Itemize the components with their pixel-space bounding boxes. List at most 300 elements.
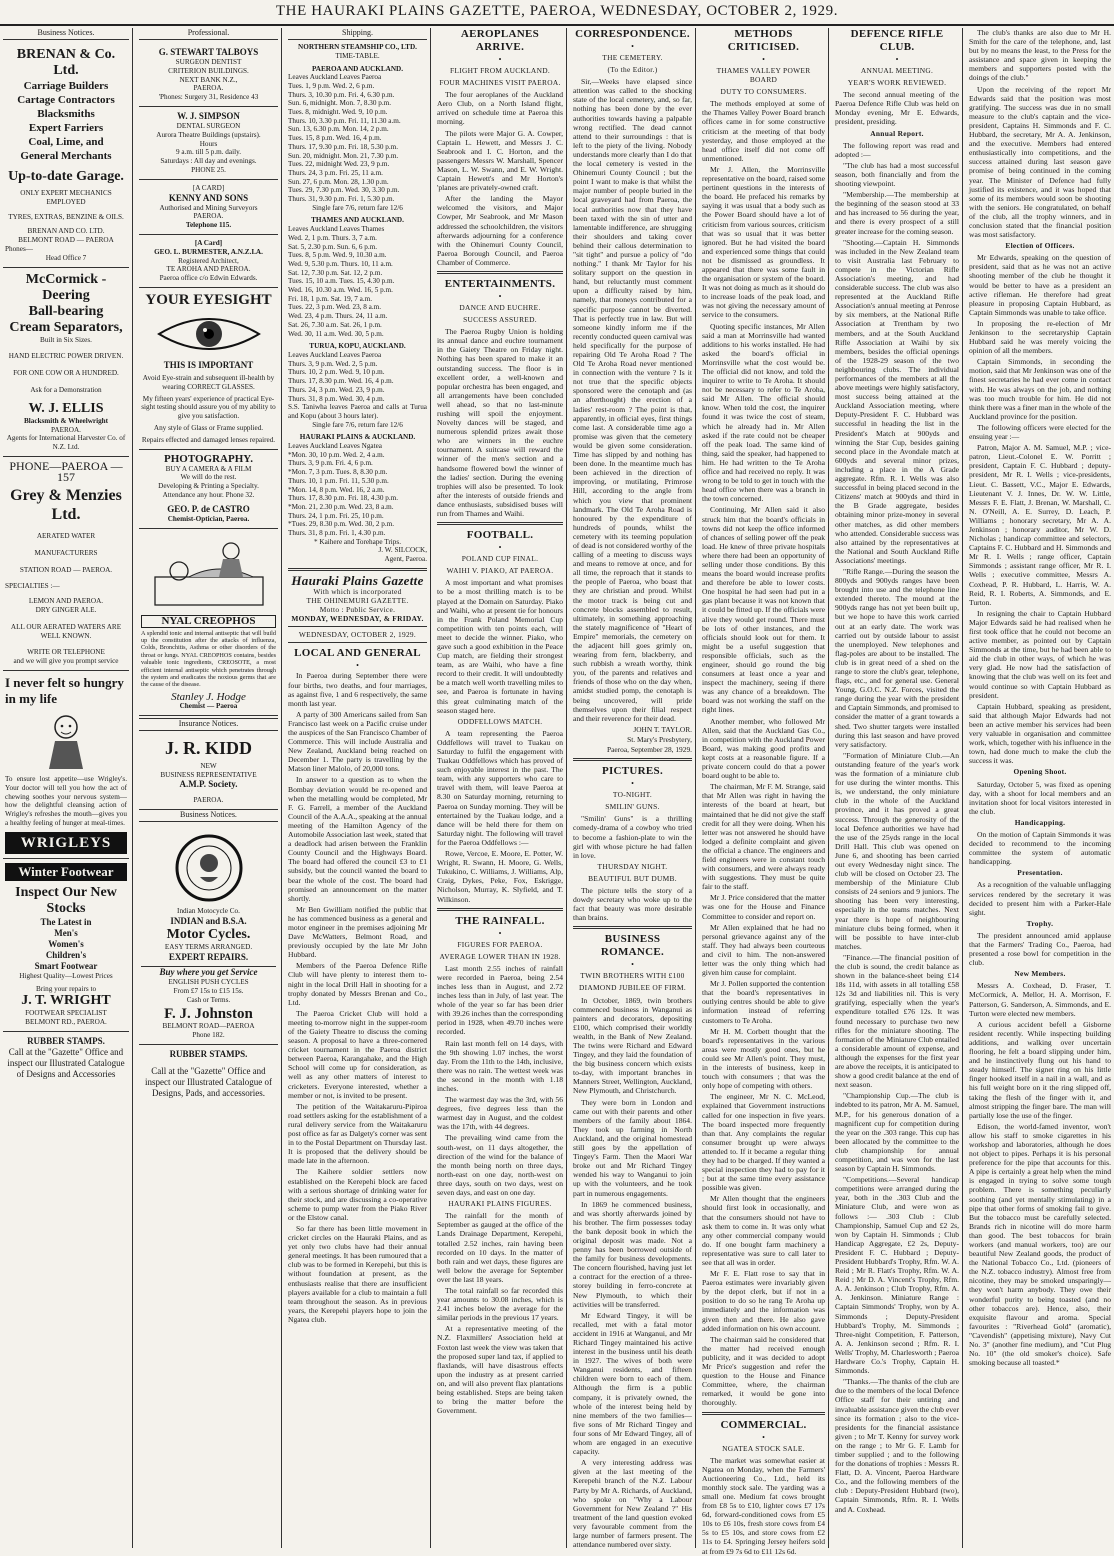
ad-phone: PHONE—PAEROA —157: [9, 459, 123, 485]
gazette-line: With which is incorporated: [313, 586, 402, 596]
route-title: THAMES AND AUCKLAND.: [311, 216, 404, 225]
shipping-timetable: [288, 43, 427, 564]
article-body: [437, 1211, 563, 1415]
ad-wright-footwear: [3, 859, 129, 1032]
ad-line: HAND ELECTRIC POWER DRIVEN.: [8, 352, 124, 361]
ad-line: STATION ROAD — PAEROA.: [19, 565, 113, 574]
ad-line: Blacksmiths: [37, 108, 95, 121]
ad-line: PHONE 25.: [191, 166, 226, 175]
paragraph: In 1869 he commenced business, and was shortly afterwards joined by his brother. The firm possesses today the bank deposit book in which the original deposit was made. Not a penny has been borrowed outside of the family for business developments. The concern flourished, having just let a contract for the erection of a three-storey building in ferro-concrete at New Plymouth, to which their activities will be transferred.: [573, 1199, 692, 1309]
paragraph: Saturday, October 5, was fixed as opening day, with a shoot for local members and an invitation shoot for local visitors interested in the club.: [969, 779, 1111, 816]
paragraph: Quoting specific instances, Mr Allen said a man at Morrinsville had wanted additions to his works installed. He had asked the board's official in Morrinsville what the cost would be. The official did not know, and told the inquirer to write to Te Aroha. It should not be necessary to refer to Te Aroha, said Mr Allen. The official should know. When told the cost, the inquirer found it was twice the cost of steam, which he already had in. Mr Allen asked if the rate could not be cheaper off the peak load. The same kind of thing, said the speaker, had happened to him. He had written to the Te Aroha office and had received no reply. It was wrong to be told to get in touch with the head office when there was a branch in the town concerned.: [702, 321, 825, 504]
ad-line: Cash or Terms.: [186, 995, 231, 1004]
route-head: Leaves Auckland Leaves Paeroa: [288, 73, 382, 82]
route-rows: [288, 234, 427, 338]
timetable-row: Tues. 15, 8 p.m. Wed. 16, 4 p.m.: [288, 134, 382, 143]
eye-icon: [154, 312, 264, 356]
ad-text: Avoid Eye-strain and subsequent ill-health by wearing CORRECT GLASSES.: [142, 374, 275, 391]
ad-line: BUY A CAMERA & A FILM: [165, 464, 252, 473]
column-7: DEFENCE RIFLE CLUB. • ANNUAL MEETING. YEAR'S WORK REVIEWED. The second annual meeting of the Paeroa Defence Rifle Club was held on Monday evening, Mr E. Edwards, president, presiding. Annual Report. The following report was read and adopted :— "The club has had a most successful season, both financially and from the shooting viewpoint. "Membership.—The membership at the beginning of the season stood at 33 and has increased to 56 during the year, and there is every prospect of a still greater increase for the coming season. "Shooting.—Captain H. Simmonds was included in the New Zealand team to visit Australia last February to compete in the Victorian Rifle Association's meeting, and had considerable success. The club was also represented at the Auckland Rifle Association's annual meeting at Penrose by six members, at the National Rifle Association at Trentham by two members, and at the South Auckland Rifle Association at Waihi by six members, besides the official openings of the 1928-29 season of the two neighbouring clubs. The individual performances of the members at all the above meetings were highly satisfactory, most success being attained at the Auckland Association meeting, where Deputy-President F. C. Hubbard was successful in heading the list in the President's Match at 900yds and winning the Star Cup, besides gaining second place in the Avondale match at 600yds and several minor prizes, including a place in the A Grade aggregate. Rfm. R. I. Wells was also successful in being placed second in the Citizens' match at 900yds and third in the B Grade aggregate, besides obtaining minor prize-money in several other matches, as did other members who attended. Considerable success was also attained by the representatives at the National and South Auckland Rifle Associations' meetings. "Rifle Range.—During the season the 800yds and 900yds ranges have been brought into use and the telephone line extended thereto. The mound at the 900yds range has not yet been built up, but we hope to have this work carried out at an early date. The work was carried out by outside labour to assist the unemployed. New telephones and flag-poles are about to be installed. The club is in great need of a shed on the range to store the club's gear, telephone, flags, etc., and for general use. General Young, G.O.C. N.Z. Forces, visited the range during the year with the president and Captain Simmonds, and promised to consider the matter of a grant towards a shed. Two shutter targets were installed during this last season and have proved very satisfactory. "Formation of Miniature Club.—An outstanding feature of the year's work was the formation of a miniature club for use during the winter months. This is, we understand, the only miniature club in the whole of the Auckland province, and it has proved a great success. Through the generosity of the local Defence authorities we have had the use of the 25yds range in the local Drill Hall. This club was opened on June 6, and shooting has been carried out every Wednesday night since. The club will be closed on October 23. The membership of the Miniature Club consists of 24 seniors and 9 juniors. The shooting has been very interesting, especially in the teams matches. Next year there is hope of neighbouring miniature clubs being formed, when it will be possible to have inter-club matches. "Finance.—The financial position of the club is sound, the credit balance as shown in the balance-sheet being £14 18s 11d, with assets in all totalling £58 12s 3d and liabilities nil. This is very gratifying, especially when the year's expenditure totalled £76 12s. It was found necessary to purchase two new rifles for the miniature shooting. The formation of the Miniature Club entailed a considerable amount of expense, and although the expenses for the first year are above the receipts, it is anticipated to show a good credit balance at the end of next season. "Championship Cup.—The club is indebted to its patron, Mr A. M. Samuel, M.P., for his generous donation of a magnificent cup for competition during the year on the .303 range. This cup has been allocated by the committee to the club championship for annual competition, and was won for the last season by Captain H. Simmonds. "Competitions.—Several handicap competitions were arranged during the year, both in the .303 Club and the Miniature Club, and were won as follows :— .303 Club : Club Championship, Samuel Cup and £2 2s, won by Captain H. Simmonds ; Club Handicap Aggregate, £2 2s, Deputy-President F. C. Hubbard ; Deputy-President Hubbard's Trophy, Rfm. W. A. Reid ; Mr R. Flatt's Trophy, Rfm. W. A. Reid ; Mr D. A. Vincent's Trophy, Rfm. A. A. Jenkinson ; Club Trophy, Rfm. A. A. Jenkinson. Miniature Range : Captain Simmonds' Trophy, won by A. Simmonds ; Deputy-President Hubbard's Trophy, M. Simmonds ; Three-night Competition, F. Patterson, A. A. Jenkinson second ; Rfm. R. I. Wells' Trophy, M. Charlesworth ; Paeroa Hardware Co.'s Trophy, Captain H. Simmonds. "Thanks.—The thanks of the club are due to the members of the local Defence Office staff for their untiring and invaluable assistance given the club ever since its formation ; also to the vice-presidents for the financial assistance given ; to Mr T. Kenny for survey work on the range ; to Mr G. F. Lamb for timber supplied ; and to the following for the donations of trophies : Messrs R. Flatt, D. A. Vincent, Paeroa Hardware Co., and the following members of the club : Deputy-President Hubbard (two), Captain Simmonds, Rfm. R. I. Wells and A. Coxhead.: [832, 28, 963, 1548]
timetable-row: Tues. 22, 3 p.m. Wed. 23, 8 a.m.: [288, 303, 382, 312]
ad-line: Chemist — Paeroa: [179, 701, 238, 710]
paragraph: "Formation of Miniature Club.—An outstanding feature of the year's work was the formation of a miniature club for use during the winter months. This is, we understand, the only miniature club in the whole of the Auckland province, and it has proved a great success. Through the generosity of the local Defence authorities we have had the use of the 25yds range in the local Drill Hall. This club was opened on June 6, and shooting has been carried out every Wednesday night since. The club will be closed on October 23. The membership of the Miniature Club consists of 24 seniors and 9 juniors. The shooting has been very interesting, especially in the teams matches. Next year there is hope of neighbouring miniature clubs being formed, when it will be possible to have inter-club matches.: [835, 750, 959, 951]
paragraph: "Shooting.—Captain H. Simmonds was included in the New Zealand team to visit Australia last February to compete in the Victorian Rifle Association's meeting, and had considerable success. The club was also represented at the Auckland Rifle Association's annual meeting at Penrose by six members, at the National Rifle Association at Trentham by two members, and at the South Auckland Rifle Association at Waihi by six members, besides the official openings of the 1928-29 season of the two neighbouring clubs. The individual performances of the members at all the above meetings were highly satisfactory, most success being attained at the Auckland Association meeting, where Deputy-President F. C. Hubbard was successful in heading the list in the President's Match at 900yds and winning the Star Cup, besides gaining second place in the Avondale match at 600yds and several minor prizes, including a place in the A Grade aggregate. Rfm. R. I. Wells was also successful in being placed second in the Citizens' match at 900yds and third in the B Grade aggregate, besides obtaining minor prize-money in several other matches, as did other members who attended. Considerable success was also attained by the representatives at the National and South Auckland Rifle Associations' meetings.: [835, 237, 959, 565]
paragraph: Mr J. Pollen supported the contention that the board's representatives in outlying centres should be able to give information instead of referring customers to Te Aroha.: [702, 979, 825, 1025]
timetable-row: Wed. 9, 5.30 p.m. Thurs. 10, 11 a.m.: [288, 259, 393, 268]
article-subhead: AVERAGE LOWER THAN IN 1928.: [439, 951, 561, 961]
ad-line: BELMONT ROAD — PAEROA: [18, 236, 114, 245]
ad-line: NEXT BANK N.Z.,: [179, 75, 238, 84]
paragraph: Captain Hubbard, speaking as president, said that although Major Edwards had not been an active member his services had been very valuable in organisation and committee work, which, together with his influence in the town, had done much to make the club the success it was.: [969, 701, 1111, 766]
article-headline: ENTERTAINMENTS.: [444, 277, 556, 290]
ad-brand: WRIGLEYS: [5, 832, 127, 854]
gazette-line: Motto : Public Service.: [319, 605, 396, 615]
ad-card: [A CARD]: [192, 183, 225, 192]
article-headline: THE RAINFALL.: [455, 914, 545, 927]
article-headline: DEFENCE RIFLE CLUB.: [850, 28, 944, 53]
ad-line: EASY TERMS ARRANGED.: [164, 943, 253, 952]
ad-rubber-stamps: [3, 1032, 129, 1084]
ad-title: GEO. L. BURMESTER, A.N.Z.I.A.: [154, 247, 263, 256]
article-body: [573, 996, 692, 1550]
article-subhead: DIAMOND JUBILEE OF FIRM.: [579, 983, 686, 993]
route-rows: [288, 82, 427, 204]
article-subhead: FLIGHT FROM AUCKLAND.: [450, 66, 550, 75]
paragraph: Continuing, Mr Allen said it also struck him that the board's officials in towns did not keep the office informed of chances of selling power off the peak load. He knew of three private hospitals where there had been an opportunity of selling under those conditions. By this means the board would increase profits and therefore be able to lower costs. One hospital he had seen had put in a gas plant because it was not known that it could be fitted up. If the officials were alive they would get round. There must be lots of other instances, and the officials should look out for them. It might be a useful suggestion that responsible officials, such as the engineer, should go round the big consumers at least once a year and inspect the machinery, seeing if there was any chance of a breakdown. The board was not working the staff on the right lines.: [702, 505, 825, 715]
article-subhead: YEAR'S WORK REVIEWED.: [847, 78, 947, 88]
article-subhead: POLAND CUP FINAL.: [461, 554, 539, 564]
article-body: [702, 99, 825, 1407]
article-subhead: ODDFELLOWS MATCH.: [457, 716, 543, 726]
article-subhead: SUCCESS ASSURED.: [463, 315, 537, 325]
paragraph: On the motion of Captain Simmonds it was decided to recommend to the incoming committee the system of automatic handicapping.: [969, 829, 1111, 867]
paragraph: The Paeroa Rugby Union is holding its annual dance and euchre tournament in the Gaiety Theatre on Friday night. Nothing has been spared to make it an outstanding success. The floor is in excellent order, a well-known and popular orchestra has been engaged, and all arrangements have been concluded well ahead, so that no last-minute rushing will spoil the enjoyment. Novelty dances will be staged, and numerous splendid prizes await those who are winners in the euchre tournament. A suitcase will reward the winner of the men's section and a handsome flowered bowl the winner of the ladies' section. During the evening trophies will also be presented. To look after the interests of outside friends and dance enthusiasts, subsidised buses will run from Thames and Waihi.: [437, 327, 563, 519]
ad-line: We will do the rest.: [180, 473, 237, 482]
paragraph: The following officers were elected for the ensuing year :—: [969, 422, 1111, 442]
ad-line: Women's: [48, 938, 84, 949]
paragraph: A party of 300 Americans sailed from San Francisco last week on a Pacific cruise under the auspices of the San Francisco Chamber of Commerce. This will include Australia and New Zealand, Auckland being reached on December 1. The party is travelling by the Matson liner Malolo, of 20,000 tons.: [288, 709, 427, 774]
timetable-row: *Mon. 30, 10 p.m. Wed. 2, 4 a.m.: [288, 450, 385, 459]
paragraph: The four aeroplanes of the Auckland Aero Club, on a North Island flight, arrived on schedule time at Paeroa this morning.: [437, 90, 563, 127]
article-subhead: Handicapping.: [1014, 817, 1066, 827]
timetable-row: Thurs. 31, 9.30 p.m. Fri. 1, 5.30 p.m.: [288, 195, 395, 204]
ad-simpson: [139, 107, 278, 180]
timetable-row: Sun. 20, midnight. Mon. 21, 7.30 p.m.: [288, 151, 399, 160]
article-subhead: FIGURES FOR PAEROA.: [457, 939, 543, 949]
timetable-row: Tues. 8, 5 p.m. Wed. 9, 10.30 a.m.: [288, 251, 387, 260]
paragraph: Mr Edward Tingey, it will be recalled, met with a fatal motor accident in 1916 at Wanganui, and Mr Richard Tingey maintained his active interest in the business until his death in 1927. The wives of both were Wanganui residents, and fifteen children were born to each of them. Although the firm is a public company, it is privately owned, the whole of the interest being held by nine members of the two families—five sons of Mr Richard Tingey and four sons of Mr Edward Tingey, all of whom are engaged in an executive capacity.: [573, 1310, 692, 1457]
ad-line: Cartage Contractors: [17, 94, 115, 107]
paragraph: A team representing the Paeroa Oddfellows will travel to Tuakau on Saturday to fulfil the engagement with Tuakau Oddfellows which has proved of such enjoyable interest in the past. The team, with any supporters who care to travel with them, will leave Paeroa at 8.30 on Saturday morning, returning to Paeroa on Sunday morning. They will be entertained by the Tuakau lodge, and a dance will be held there for them on Saturday night. The following will travel for the Paeroa Oddfellows :—: [437, 728, 563, 847]
column-header: Insurance Notices.: [139, 718, 278, 731]
ad-wrigleys: [3, 671, 129, 859]
ad-grey-menzies: [3, 457, 129, 671]
ad-line: Coal, Lime, and: [28, 136, 104, 149]
timetable-row: Thurs. 24, 3 p.m. Fri. 25, 11 a.m.: [288, 168, 383, 177]
route-note: S.S. Taniwha leaves Paeroa and calls at Turua and Kopu (about 3 hours later).: [288, 403, 427, 420]
article-headline: AEROPLANES ARRIVE.: [460, 28, 540, 53]
column-professional: [136, 28, 282, 1548]
ad-text: A splendid tonic and internal antiseptic that will build up the constitution after the attacks of influenza, Colds, Bronchitis, Asthma or other disorders of the throat or lungs. NYAL CREOPHOS contains, besides valuable tonic ingredients, CREOSOTE, a most efficient internal antiseptic which penetrates through the system and eradicates the noxious germs that are the cause of the disease.: [141, 629, 276, 689]
paragraph: Captain Simmonds, in seconding the motion, said that Mr Jenkinson was one of the finest secretaries he had ever come in contact with. He was always on the job, and nothing was too much trouble for him. He did not think there was a finer man in the whole of the Auckland province for the position.: [969, 357, 1111, 421]
article-subhead: BEAUTIFUL BUT DUMB.: [588, 873, 677, 883]
article-body: [437, 729, 563, 904]
ad-rubber-stamps: [139, 1045, 278, 1103]
ad-line: INDIAN and B.S.A.: [170, 916, 247, 927]
ad-eyesight: [139, 288, 278, 450]
ad-line: SPECIALTIES :—: [5, 582, 60, 591]
paragraph: "Membership.—The membership at the beginning of the season stood at 33 and has increased to 56 during the year, and there is every prospect of a still greater increase for the coming season.: [835, 190, 959, 236]
ad-kidd: [139, 734, 278, 810]
ad-line: Attendance any hour. Phone 32.: [162, 491, 255, 499]
timetable-row: Sun. 13, 6.30 p.m. Mon. 14, 2 p.m.: [288, 125, 389, 134]
ad-title: Winter Footwear: [5, 863, 127, 881]
ad-line: Aurora Theatre Buildings (upstairs).: [156, 130, 261, 139]
ad-line: NEW: [200, 761, 217, 770]
timetable-row: Wed. 30, 11 a.m. Wed. 30, 5 p.m.: [288, 329, 384, 338]
ad-title: Buy where you get Service: [141, 966, 276, 978]
ad-line: Hours: [199, 139, 218, 148]
ad-line: BELMONT ROAD—PAEROA: [162, 1022, 255, 1031]
paragraph: The following report was read and adopted :—: [835, 140, 959, 159]
ad-title: J. R. KIDD: [164, 737, 252, 758]
ad-line: Cream Separators,: [9, 319, 123, 335]
article-headline: PICTURES.: [601, 765, 664, 778]
ad-line: Paeroa office c/o Edwin Edwards.: [159, 274, 258, 283]
article-subhead: WAIHI V. PIAKO, AT PAEROA.: [446, 566, 554, 576]
chemist-signature: Stanley J. Hodge: [171, 690, 246, 703]
column-5: CORRESPONDENCE. • THE CEMETERY. (To the Editor.) Sir,—Weeks have elapsed since attention was called to the shocking state of the local cemetery, and, so far, nothing has been done by the ever authorities towards having a palpable wrong rectified. The dead cannot attend to their surroundings : that is left to the piety of the living. Nobody understands more clearly than I do that the local cemetery is vested in the Ohinemuri County Council ; but the point I want to make is that whilst the major number of people buried in the local graveyard had from Paeroa, the local authorities now that they have been taxed with the sin of utter and lamentable indifference, are shrugging their shoulders and taking cover behind their callous determination to "sit tight" and pursue a policy of "do nothing." I thank Mr Taylor for his solitary support on the question in hand, but reluctantly must comment upon a difficulty raised by him, namely, that moneys contributed for a specific purpose cannot be diverted. That is perfectly true in law. But will someone kindly inform me if the recently conducted queen carnival was held specifically for the purpose of repairing Old Te Aroha Road ? The Old Te Aroha Road never mentioned in connection with the venture ? Is it not true that the specific objects sponsored were the cenotaph and (as an afterthought) the erection of a ladies' rest-room ? The point is that, apparently, in official eyes, first things come last. A considerable time ago a promise was given that the cemetery would be given some consideration. Time has slipped by and nothing has been done. In the meantime much has been achieved in the direction of improving, or mutilating, Primrose Hill, according to the angle from which you view that prominent landmark. The Old Te Aroha Road is honoured by the expenditure of hundreds of pounds, whilst the cemetery with its teeming population of dead is not considered worthy of the calling of a meeting to discuss ways and means to remove at once, and for all time, the reproach that it stands to the people of Paeroa, who boast that they are christian and proud. Whilst the motor track is being cut and concrete blocks assembled to result, ultimately, in something approaching the stately magnificence of "Heart of Empire" memorials, the cemetery on the adjacent hill goes grimly on, wearing from fern, blackberry, and such rubbish a wreath worthy, think you, of the parents and relatives and friends of those who on the day when, amidst studied pomp, the cenotaph is being uncovered, will pride themselves upon their filial respect and their reverence for their dead. JOHN T. TAYLOR. St. Mary's Presbytery, Paeroa, September 28, 1929. PICTURES. • TO-NIGHT. SMILIN' GUNS. "Smilin' Guns" is a thrilling comedy-drama of a cowboy who tried to become a fashion-plate to win the girl with whose picture he had fallen in love. THURSDAY NIGHT. BEAUTIFUL BUT DUMB. The picture tells the story of a dowdy secretary who woke up to the fact that beauty was more desirable than brains. BUSINESS ROMANCE. • TWIN BROTHERS WITH £100 DIAMOND JUBILEE OF FIRM. In October, 1869, twin brothers commenced business in Wanganui as painters and decorators, depositing £100, which comprised their worldly wealth, in the Bank of New Zealand. The twins were Richard and Edward Tingey, and they laid the foundation of the big business concern which exists to-day, with important branches in Manners Street, Wellington, Auckland, New Plymouth, and Christchurch. They were born in London and came out with their parents and other members of the family about 1864. They took up farming in North Auckland, and the original homestead still goes by the appellation of Tingey's Farm. Then the Maori War broke out and Mr Richard Tingey wended his way to Wanganui to join up with the volunteers, and he took part in numerous engagements. In 1869 he commenced business, and was shortly afterwards joined by his brother. The firm possesses today the bank deposit book in which the original deposit was made. Not a penny has been borrowed outside of the family for business developments. The concern flourished, having just let a contract for the erection of a three-storey building in ferro-concrete at New Plymouth, to which their activities will be transferred. Mr Edward Tingey, it will be recalled, met with a fatal motor accident in 1916 at Wanganui, and Mr Richard Tingey maintained his active interest in the business until his death in 1927. The wives of both were Wanganui residents, and fifteen children were born to each of them. Although the firm is a public company, it is privately owned, the whole of the interest being held by nine members of the two families—five sons of Mr Richard Tingey and four sons of Mr Edward Tingey, all of whom are engaged in an executive capacity. A very interesting address was given at the last meeting of the Kerepehi branch of the N.Z. Labour Party by Mr A. Richards, of Auckland, who spoke on "Why a Labour Government for New Zealand ?" His treatment of the land question evoked very favourable comment from the large number of farmers present. The attendance numbered over sixty.: [570, 28, 696, 1548]
ad-line: CRITERION BUILDINGS.: [168, 66, 249, 75]
article-body: [969, 28, 1111, 239]
ad-line: PAEROA.: [193, 84, 224, 93]
ad-text: My fifteen years' experience of practical Eye-sight testing should assure you of my ability to give you satisfaction.: [141, 394, 276, 421]
article-body: [969, 931, 1111, 967]
ad-line: Blacksmith & Wheelwright: [23, 416, 109, 425]
ad-line: 'Phones: Surgery 31, Residence 43: [158, 93, 259, 102]
timetable-row: Sat. 5, 2.30 p.m. Sun. 6, 6 p.m.: [288, 242, 378, 251]
article-body: [835, 90, 959, 126]
paragraph: "Thanks.—The thanks of the club are due to the members of the local Defence Office staff for their untiring and invaluable assistance given the club ever since its formation ; also to the vice-presidents for the financial assistance given ; to Mr T. Kenny for survey work on the range ; to Mr G. F. Lamb for timber supplied ; and to the following for the donations of trophies : Messrs R. Flatt, D. A. Vincent, Paeroa Hardware Co., and the following members of the club : Deputy-President Hubbard (two), Captain Simmonds, Rfm. R. I. Wells and A. Coxhead.: [835, 1377, 959, 1514]
timetable-row: Thurs. 31, 8 p.m. Wed. 30, 4 p.m.: [288, 394, 385, 403]
ad-line: Developing & Printing a Specialty.: [158, 482, 259, 491]
timetable-row: Tues. 8, midnight. Wed. 9, 10 p.m.: [288, 108, 388, 117]
paragraph: Rain last month fell on 14 days, with the 9th showing 1.07 inches, the worst day. From the 11th to the 14th, inclusive, there was no rain. The wettest week was the second in the month with 1.18 inches.: [437, 1038, 563, 1093]
ad-line: Registered Architect,: [178, 256, 239, 265]
timetable-row: Sat. 26, 7.30 a.m. Sat. 26, 1 p.m.: [288, 320, 382, 329]
paragraph: Another member, who followed Mr Allen, said that the Auckland Gas Co., in competition with the Auckland Power Board, was making good profits and kept costs at a reasonable figure. If a private concern could do that a power board ought to be able to.: [702, 716, 825, 781]
ad-line: Chemist-Optician, Paeroa.: [167, 514, 250, 523]
ad-title: GEO. P. de CASTRO: [167, 503, 250, 514]
paragraph: The warmest day was the 3rd, with 56 degrees, five degrees less than the warmest day in August, and the coldest was the 17th, with 44 degrees.: [437, 1095, 563, 1132]
letter-signature: St. Mary's Presbytery,: [627, 734, 692, 744]
article-body: [437, 964, 563, 1197]
article-subhead: THE CEMETERY.: [602, 53, 663, 62]
gazette-title: Hauraki Plains Gazette: [291, 572, 424, 588]
article-subhead: SMILIN' GUNS.: [605, 802, 660, 812]
paragraph: The pilots were Major G. A. Cowper, Captain L. Hewett, and Messrs J. C. Seabrook and I. C. Horton, and the passengers Messrs W. Marshall, Spencer Mason, L. W. Swann, and E. W. Wright. Captain Hewett's and Mr Horton's 'planes are privately-owned craft.: [437, 128, 563, 193]
article-body: [573, 814, 692, 859]
paragraph: Mr Allen thought that the engineers should first look in occasionally, and that the consumers should not have to ask them to come in. It was only what any other commercial company would do. If one bought farm machinery a representative was sure to call later to see that all was in order.: [702, 1194, 825, 1267]
ad-title: YOUR EYESIGHT: [145, 292, 272, 309]
paragraph: A curious accident befell a Gisborne resident recently. While inspecting building additions, and walking over uncertain flooring, he felt a board slipping under him, and he instinctively flung out his hand to steady himself. The signet ring on his little finger hooked itself in a nail in a wall, and as his full weight bore on it the ring slipped off, taking the flesh of the finger with it, and almost stripping the finger bare. The man will partially lose the use of the finger.: [969, 1019, 1111, 1120]
ad-line: TYRES, EXTRAS, BENZINE & OILS.: [8, 212, 124, 221]
timetable-row: Thurs. 24, 3 p.m. Wed. 23, 9 p.m.: [288, 385, 385, 394]
paragraph: "Smilin' Guns" is a thrilling comedy-drama of a cowboy who tried to become a fashion-plate to win the girl with whose picture he had fallen in love.: [573, 814, 692, 860]
paragraph: The club's thanks are also due to Mr H. Smith for the care of the telephone, and, last but by no means the least, to the Press for the assistance and space given in keeping the members and supporters posted with the doings of the club.": [969, 28, 1111, 83]
paragraph: The petition of the Waitakaruru-Pipiroa road settlers asking for the establishment of a rural delivery service from the Waitakaruru post office as far as Dalgety's corner was sent in to the Postal Department on Thursday last. It is proposed that the delivery should be made late in the afternoon.: [288, 1101, 427, 1166]
column-business-notices: [0, 28, 133, 1548]
ad-title: F. J. Johnston: [164, 1006, 253, 1023]
ad-line: EXPERT REPAIRS.: [168, 951, 249, 962]
article-subhead: TO-NIGHT.: [612, 790, 653, 800]
ad-line: A.M.P. Society.: [179, 779, 238, 790]
timetable-row: Thurs. 10, 3.30 p.m. Fri. 11, 11.30 a.m.: [288, 116, 401, 125]
article-subhead: DUTY TO CONSUMERS.: [720, 87, 807, 97]
article-body: [969, 880, 1111, 916]
ad-line: Built in Six Sizes.: [40, 335, 92, 344]
paragraph: The president announced amid applause that the Farmers' Trading Co., Paeroa, had presented a rose bowl for competition in the club.: [969, 930, 1111, 968]
timetable-company: NORTHERN STEAMSHIP CO., LTD.: [298, 43, 417, 52]
ad-line: PAEROA.: [193, 796, 224, 805]
paragraph: The total rainfall so far recorded this year amounts to 30.08 inches, which is 2.41 inches below the average for the similar periods in the previous 17 years.: [437, 1285, 563, 1323]
ad-line: Phones—: [5, 245, 33, 254]
ad-line: DENTAL SURGEON: [176, 122, 241, 131]
ad-line: Smart Footwear: [34, 960, 98, 971]
timetable-row: *Tues. 29, 8.30 p.m. Wed. 30, 2 p.m.: [288, 520, 395, 529]
ad-title: Grey & Menzies Ltd.: [10, 487, 122, 524]
ad-title: BRENAN & Co. Ltd.: [16, 47, 116, 79]
paragraph: "The club has had a most successful season, both financially and from the shooting viewpoint.: [835, 160, 959, 189]
route-title: HAURAKI PLAINS & AUCKLAND.: [299, 433, 416, 442]
agent-place: Agent, Paeroa.: [384, 555, 427, 564]
timetable-row: Thurs. 3, 9 p.m. Fri. 4, 6 p.m.: [288, 459, 373, 468]
column-6: METHODS CRITICISED. • THAMES VALLEY POWER BOARD DUTY TO CONSUMERS. The methods employed at some of the Thames Valley Power Board branch offices came in for some constructive criticism at the meeting of that body yesterday, and those employed at the head office itself did not come off unmentioned. Mr J. Allen, the Morrinsville representative on the board, raised some pertinent questions in the interests of the board. He prefaced his remarks by saying it was usual that a body such as the Power Board should have a lot of criticism from various sources, criticism that was so usual that it was better ignored. But he had visited the board and experienced some things that could not be dismissed as groundless. It appeared that there was some fault in the organisation or system of the board. It was not doing as much as it should do to increase loads of the peak load, and was not giving the necessary amount of service to the consumers. Quoting specific instances, Mr Allen said a man at Morrinsville had wanted additions to his works installed. He had asked the board's official in Morrinsville what the cost would be. The official did not know, and told the inquirer to write to Te Aroha. It should not be necessary to refer to Te Aroha, said Mr Allen. The official should know. When told the cost, the inquirer found it was twice the cost of steam, which he already had in. Mr Allen asked if the rate could not be cheaper off the peak load. The same kind of thing, said the speaker, had happened to him. He had written to the Te Aroha office and had received no reply. It was wrong to be told to get in touch with the head office when there was a branch in the town concerned. Continuing, Mr Allen said it also struck him that the board's officials in towns did not keep the office informed of chances of selling power off the peak load. He knew of three private hospitals where there had been an opportunity of selling under those conditions. By this means the board would increase profits and therefore be able to lower costs. One hospital he had seen had put in a gas plant because it was not known that it could be fitted up. If the officials were alive they would get round. There must be lots of other instances, and the officials should look out for them. It might be a useful suggestion that responsible officials, such as the engineer, should go round the big consumers at least once a year and inspect the machinery, seeing if there was any chance of a breakdown. The board was not working the staff on the right lines. Another member, who followed Mr Allen, said that the Auckland Gas Co., in competition with the Auckland Power Board, was making good profits and kept costs at a reasonable figure. If a private concern could do that a power board ought to be able to. The chairman, Mr F. M. Strange, said that Mr Allen was right in having the interests of the board at heart, but maintained that he did not give the staff credit for all they were doing. When his letter was not answered he should have lodged a definite complaint and given the official a chance. The engineers and field engineers were in constant touch with consumers, and were always ready with suggestions. They must be quite fair to the staff. Mr J. Price considered that the matter was one for the House and Finance Committee to consider and report on. Mr Allen explained that he had no personal grievance against any of the staff. They had always been courteous and civil to him. The non-answered letter was the only thing which had given him cause for complaint. Mr J. Pollen supported the contention that the board's representatives in outlying centres should be able to give information instead of referring customers to Te Aroha. Mr H. M. Corbett thought that the board's representatives in the various areas were mostly good ones, but he could see Mr Allen's point. They must, in the interests of business, keep in touch with consumers ; that was the only hope of competing with others. The engineer, Mr N. C. McLeod, explained that Government instructions called for one inspection in five years. The board inspected more frequently than that. Any complaints the regular consumer brought up were always attended to. If it became a regular thing they had to be charged. If they wanted a special inspection they had to pay for it ; but at the same time every assistance possible was given. Mr Allen thought that the engineers should first look in occasionally, and that the consumers should not have to ask them to come in. It was only what any other commercial company would do. If one bought farm machinery a representative was sure to call later to see that all was in order. Mr F. E. Flatt rose to say that in Paeroa estimates were invariably given by the depot clerk, but if not in a position to do so he rang Te Aroha up immediately and the information was given then and there. He also gave added information on his own account. The chairman said he considered that the matter had received enough publicity, and it was decided to adopt Mr Price's suggestion and refer the question to the House and Finance Committee, where, the chairman remarked, it would be gone into thoroughly. COMMERCIAL. • NGATEA STOCK SALE. The market was somewhat easier at Ngatea on Monday, when the Farmers' Auctioneering Co., Ltd., held its monthly stock sale. The yarding was a small one. Medium fat cows brought from £8 5s to £10, lighter cows £7 17s 6d, forward-conditioned cows from £5 10s to £6 10s, fresh store cows from £4 5s to £5 10s, and store cows from £2 11s to £4. Springing Jersey heifers sold at from £9 7s 6d to £11 12s 6d.: [699, 28, 829, 1548]
article-subhead: TWIN BROTHERS WITH £100: [580, 971, 685, 981]
timetable-row: Fri. 18, 1 p.m. Sat. 19, 7 a.m.: [288, 294, 373, 303]
paragraph: At a representative meeting of the N.Z. Flaxmillers' Association held at Foxton last week the view was taken that the proposed super land tax, if applied to flaxlands, will have disastrous effects upon the industry as at present carried on, and will also prevent flax plantations being established. Steps are being taken to bring the matter before the Government.: [437, 1324, 563, 1416]
ad-line: WRITE OR TELEPHONE: [27, 648, 105, 657]
paragraph: The Paeroa Cricket Club will hold a meeting to-morrow night in the supper-room of the Gaiety Theatre to discuss the coming season. A proposal to have a three-cornered cricket tournament in the Paeroa district between Paeroa, Karangahake, and the High School will come up for consideration, as well as any other matters of interest to cricketers. Everyone interested, whether a member or not, is invited to be present.: [288, 1008, 427, 1100]
boy-illustration-icon: [31, 711, 101, 771]
column-header: Business Notices.: [139, 810, 278, 822]
article-body: [437, 578, 563, 714]
ad-nyal-creophos: [139, 529, 278, 716]
timetable-row: Tues. 1, 9 p.m. Wed. 2, 6 p.m.: [288, 81, 375, 90]
paragraph: The market was somewhat easier at Ngatea on Monday, when the Farmers' Auctioneering Co., Ltd., held its monthly stock sale. The yarding was a small one. Medium fat cows brought from £8 5s to £10, lighter cows £7 17s 6d, forward-conditioned cows from £5 10s to £6 10s, fresh store cows from £4 5s to £5 10s, and store cows from £2 11s to £4. Springing Jersey heifers sold at from £9 7s 6d to £11 12s 6d.: [702, 1455, 825, 1556]
timetable-row: Thurs. 17, 9.30 p.m. Fri. 18, 5.30 p.m.: [288, 142, 399, 151]
article-headline: CORRESPONDENCE.: [575, 28, 690, 40]
paragraph: Sir,—Weeks have elapsed since attention was called to the shocking state of the local cemetery, and, so far, nothing has been done by the ever authorities towards having a palpable wrong rectified. The dead cannot attend to their surroundings : that is left to the piety of the living. Nobody understands more clearly than I do that the local cemetery is vested in the Ohinemuri County Council ; but the point I want to make is that whilst the major number of people buried in the local graveyard had from Paeroa, the local authorities now that they have been taxed with the sin of utter and lamentable indifference, are shrugging their shoulders and taking cover behind their callous determination to "sit tight" and pursue a policy of "do nothing." I thank Mr Taylor for his solitary support on the question in hand, but reluctantly must comment upon a difficulty raised by him, namely, that moneys contributed for a specific purpose cannot be diverted. That is perfectly true in law. But will someone kindly inform me if the recently conducted queen carnival was held specifically for the purpose of repairing Old Te Aroha Road ? The Old Te Aroha Road never mentioned in connection with the venture ? Is it not true that the specific objects sponsored were the cenotaph and (as an afterthought) the erection of a ladies' rest-room ? The point is that, apparently, in official eyes, first things come last. A considerable time ago a promise was given that the cemetery would be given some consideration. Time has slipped by and nothing has been done. In the meantime much has been achieved in the direction of improving, or mutilating, Primrose Hill, according to the angle from which you view that prominent landmark. The Old Te Aroha Road is honoured by the expenditure of hundreds of pounds, whilst the cemetery with its teeming population of dead is not considered worthy of the calling of a meeting to discuss ways and means to remove at once, and for all time, the reproach that it stands to the people of Paeroa, who boast that they are christian and proud. Whilst the motor track is being cut and concrete blocks assembled to result, ultimately, in something approaching the stately magnificence of "Heart of Empire" memorials, the cemetery on the adjacent hill goes grimly on, wearing from fern, blackberry, and such rubbish a wreath worthy, think you, of the parents and relatives and friends of those who on the day when, amidst studied pomp, the cenotaph is being uncovered, will pride themselves upon their filial respect and their reverence for their dead.: [573, 77, 692, 723]
ad-text: To ensure lost appetite—use Wrigley's. Your doctor will tell you how the act of chewing soothes your nervous system—how the delightful cleansing action of Wrigley's refreshes the mouth—gives you a healthy feeling of hunger at meal-times.: [5, 775, 127, 827]
article-subhead: ANNUAL MEETING.: [860, 66, 934, 75]
article-body: [835, 141, 959, 1514]
article-subhead: FOUR MACHINES VISIT PAEROA.: [439, 78, 561, 88]
article-headline: LOCAL AND GENERAL: [294, 647, 421, 660]
timetable-subtitle: TIME-TABLE.: [335, 51, 380, 60]
timetable-row: Sun. 6, midnight. Mon. 7, 8.30 p.m.: [288, 99, 392, 108]
paragraph: In answer to a question as to when the Bombay deviation would be re-opened and when the metalling would be completed, Mr F. G. Farrell, a member of the Auckland Council of the A.A.A., speaking at the annual meeting of the Hamilton Agency of the Automobile Association last week, stated that a deadlock had arisen between the Franklin County Council and the Highways Board. The board had offered the council £3 to £1 subsidy, but the council wanted the board to bear the whole of the cost. The board had promised an announcement on the matter shortly.: [288, 775, 427, 903]
timetable-row: Thurs. 3, 10.30 p.m. Fri. 4, 6.30 p.m.: [288, 90, 395, 99]
paragraph: Mr J. Price considered that the matter was one for the House and Finance Committee to consider and report on.: [702, 893, 825, 921]
article-subhead: NGATEA STOCK SALE.: [722, 1443, 805, 1453]
column-shipping: Shipping. NORTHERN STEAMSHIP CO., LTD. TIME-TABLE. PAEROA AND AUCKLAND. Leaves Auckland Leaves Paeroa Tues. 1, 9 p.m. Wed. 2, 6 p.m. Thurs. 3, 10.30 p.m. Fri. 4, 6.30 p.m. Sun. 6, midnight. Mon. 7, 8.30 p.m. Tues. 8, midnight. Wed. 9, 10 p.m. Thurs. 10, 3.30 p.m. Fri. 11, 11.30 a.m. Sun. 13, 6.30 p.m. Mon. 14, 2 p.m. Tues. 15, 8 p.m. Wed. 16, 4 p.m. Thurs. 17, 9.30 p.m. Fri. 18, 5.30 p.m. Sun. 20, midnight. Mon. 21, 7.30 p.m. Tues. 22, midnight Wed. 23, 9 p.m. Thurs. 24, 3 p.m. Fri. 25, 11 a.m. Sun. 27, 6 p.m. Mon. 28, 1.30 p.m. Tues. 29, 7.30 p.m. Wed. 30, 3.30 p.m. Thurs. 31, 9.30 p.m. Fri. 1, 5.30 p.m. Single fare 7/6, return fare 12/6 THAMES AND AUCKLAND. Leaves Auckland Leaves Thames Wed. 2, 1 p.m. Thurs. 3, 7 a.m. Sat. 5, 2.30 p.m. Sun. 6, 6 p.m. Tues. 8, 5 p.m. Wed. 9, 10.30 a.m. Wed. 9, 5.30 p.m. Thurs. 10, 11 a.m. Sat. 12, 7.30 p.m. Sat. 12, 2 p.m. Tues. 15, 10 a.m. Tues. 15, 4.30 p.m. Wed. 16, 10.30 a.m. Wed. 16, 5 p.m. Fri. 18, 1 p.m. Sat. 19, 7 a.m. Tues. 22, 3 p.m. Wed. 23, 8 a.m. Wed. 23, 4 p.m. Thurs. 24, 11 a.m. Sat. 26, 7.30 a.m. Sat. 26, 1 p.m. Wed. 30, 11 a.m. Wed. 30, 5 p.m. TURUA, KOPU, AUCKLAND. Leaves Auckland Leaves Paeroa Thurs. 3, 9 p.m. Wed. 2, 5 p.m. Thurs. 10, 2 p.m. Wed. 9, 10 p.m. Thurs. 17, 8.30 p.m. Wed. 16, 4 p.m. Thurs. 24, 3 p.m. Wed. 23, 9 p.m. Thurs. 31, 8 p.m. Wed. 30, 4 p.m. S.S. Taniwha leaves Paeroa and calls at Turua and Kopu (about 3 hours later). Single fare 7/6, return fare 12/6 HAURAKI PLAINS & AUCKLAND. Leaves Auckland Leaves Ngatea *Mon. 30, 10 p.m. Wed. 2, 4 a.m. Thurs. 3, 9 p.m. Fri. 4, 6 p.m. *Mon. 7, 3 p.m. Tues. 8, 8.30 p.m. Thurs. 10, 1 p.m. Fri. 11, 5.30 p.m. *Mon. 14, 8 p.m. Wed. 16, 2 a.m. Thurs. 17, 8.30 p.m. Fri. 18, 4.30 p.m. *Mon. 21, 2.30 p.m. Wed. 23, 8 a.m. Thurs. 24, 1 p.m. Fri. 25, 10 p.m. *Tues. 29, 8.30 p.m. Wed. 30, 2 p.m. Thurs. 31, 8 p.m. Fri. 1, 4.30 p.m. * Kaihere and Torehape Trips. J. W. SILCOCK, Agent, Paeroa. Hauraki Plains Gazette With which is incorporated THE OHINEMURI GAZETTE. Motto : Public Service. MONDAY, WEDNESDAY, & FRIDAY. WEDNESDAY, OCTOBER 2, 1929. LOCAL AND GENERAL • In Paeroa during September there were four births, two deaths, and four marriages, as against five, 1 and 6 respectively, the same month last year. A party of 300 Americans sailed from San Francisco last week on a Pacific cruise under the auspices of the San Francisco Chamber of Commerce. This will include Australia and New Zealand, Auckland being reached on December 1. The party is travelling by the Matson liner Malolo, of 20,000 tons. In answer to a question as to when the Bombay deviation would be re-opened and when the metalling would be completed, Mr F. G. Farrell, a member of the Auckland Council of the A.A.A., speaking at the annual meeting of the Hamilton Agency of the Automobile Association last week, stated that a deadlock had arisen between the Franklin County Council and the Highways Board. The board had offered the council £3 to £1 subsidy, but the council wanted the board to bear the whole of the cost. The board had promised an announcement on the matter shortly. Mr Ben Gwilliam notified the public that he has commenced business as a general and motor engineer in the premises adjoining Mr Dave McWatters, Belmont Road, and previously occupied by the late Mr John Hubbard. Members of the Paeroa Defence Rifle Club will have plenty to interest them to-night in the local Drill Hall in shooting for a trophy donated by Messrs Brenan and Co., Ltd. The Paeroa Cricket Club will hold a meeting to-morrow night in the supper-room of the Gaiety Theatre to discuss the coming season. A proposal to have a three-cornered cricket tournament in the Paeroa district between Paeroa, Karangahake, and the High School will come up for consideration, as well as any other matters of interest to cricketers. Everyone interested, whether a member or not, is invited to be present. The petition of the Waitakaruru-Pipiroa road settlers asking for the establishment of a rural delivery service from the Waitakaruru post office as far as Dalgety's corner was sent in to the Postal Department on Thursday last. It is proposed that the delivery should be made late in the afternoon. The Kaihere soldier settlers now established on the Kerepehi block are faced with a serious shortage of drinking water for their stock, and are discussing a co-operative scheme to pump water from the Piako River or the Elstow canal. So far there has been little movement in cricket circles on the Hauraki Plains, and as yet only two clubs have had their annual general meetings. It has been rumoured that a club was to be formed in Kerepehi, but this is without foundation at present, as the enthusiasts realise that there are insufficient players available for a club to maintain a full team throughout the season. As in previous years, the Kerepehi players hope to join the Ngatea club.: [285, 28, 431, 1548]
ad-card: [A Card]: [194, 239, 223, 248]
paragraph: "Championship Cup.—The club is indebted to its patron, Mr A. M. Samuel, M.P., for his generous donation of a magnificent cup for competition during the year on the .303 range. This cup has been allocated by the committee to the club championship for annual competition, and was won for the last season by Captain H. Simmonds.: [835, 1091, 959, 1174]
timetable-row: Sun. 27, 6 p.m. Mon. 28, 1.30 p.m.: [288, 177, 389, 186]
ad-text: Repairs effected and damaged lenses repaired.: [141, 435, 276, 444]
ad-title: RUBBER STAMPS.: [169, 1048, 248, 1059]
masthead: THE HAURAKI PLAINS GAZETTE, PAEROA, WEDNESDAY, OCTOBER 2, 1929.: [0, 0, 1114, 26]
timetable-row: Thurs. 24, 1 p.m. Fri. 25, 10 p.m.: [288, 511, 384, 520]
article-subhead: THURSDAY NIGHT.: [597, 861, 668, 871]
timetable-row: Thurs. 3, 9 p.m. Wed. 2, 5 p.m.: [288, 359, 378, 368]
ad-line: PAEROA.: [193, 212, 224, 221]
paragraph: The rainfall for the month of September as gauged at the office of the Lands Drainage Department, Kerepehi, totalled 2.52 inches, rain having been recorded on 10 days. In the matter of both rain and wet days, these figures are well below the average for September over the last 18 years.: [437, 1211, 563, 1284]
paragraph: The second annual meeting of the Paeroa Defence Rifle Club was held on Monday evening, Mr E. Edwards, president, presiding.: [835, 90, 959, 127]
ad-burmester: [139, 235, 278, 288]
column-header: Shipping.: [288, 28, 427, 40]
gazette-line: MONDAY, WEDNESDAY, & FRIDAY.: [291, 614, 424, 624]
ad-line: 9 a.m. till 5 p.m. daily.: [175, 148, 241, 157]
paragraph: The chairman, Mr F. M. Strange, said that Mr Allen was right in having the interests of the board at heart, but maintained that he did not give the staff credit for all they were doing. When his letter was not answered he should have lodged a definite complaint and given the official a chance. The engineers and field engineers were in constant touch with consumers, and were always ready with suggestions. They must be quite fair to the staff.: [702, 782, 825, 892]
article-headline: COMMERCIAL.: [720, 1418, 807, 1431]
article-subhead: (To the Editor.): [607, 65, 658, 75]
ad-line: Expert Farriers: [28, 122, 104, 135]
paragraph: The methods employed at some of the Thames Valley Power Board branch offices came in for some constructive criticism at the meeting of that body yesterday, and those employed at the head office itself did not come off unmentioned.: [702, 99, 825, 163]
timetable-row: Wed. 2, 1 p.m. Thurs. 3, 7 a.m.: [288, 233, 377, 242]
ad-line: TE AROHA AND PAEROA.: [166, 265, 251, 274]
paragraph: In proposing the re-election of Mr Jenkinson to the secretaryship Captain Hubbard said he was merely voicing the opinion of all the members.: [969, 318, 1111, 356]
route-title: PAEROA AND AUCKLAND.: [311, 64, 404, 73]
ad-line: BELMONT RD., PAEROA.: [25, 1018, 107, 1027]
ad-kenny: [139, 180, 278, 235]
paragraph: The chairman said he considered that the matter had received enough publicity, and it was decided to adopt Mr Price's suggestion and refer the question to the House and Finance Committee, where, the chairman remarked, it would be gone into thoroughly.: [702, 1334, 825, 1408]
article-body: [573, 77, 692, 723]
ad-brand: Indian Motocycle Co.: [177, 907, 240, 916]
article-subhead: Presentation.: [1017, 868, 1063, 878]
route-rows: [288, 360, 427, 404]
article-subhead: HAURAKI PLAINS FIGURES.: [448, 1199, 552, 1209]
paragraph: A very interesting address was given at the last meeting of the Kerepehi branch of the N.Z. Labour Party by Mr A. Richards, of Auckland, who spoke on "Why a Labour Government for New Zealand ?" His treatment of the land question evoked very favourable comment from the large number of farmers present. The attendance numbered over sixty.: [573, 1458, 692, 1550]
timetable-row: Tues. 15, 10 a.m. Tues. 15, 4.30 p.m.: [288, 277, 395, 286]
ad-title: G. STEWART TALBOYS: [158, 47, 259, 58]
paragraph: "Rifle Range.—During the season the 800yds and 900yds ranges have been brought into use and the telephone line extended thereto. The mound at the 900yds range has not yet been built up, but we hope to have this work carried out at an early date. The work was carried out by outside labour to assist the unemployed. New telephones and flag-poles are about to be installed. The club is in great need of a shed on the range to store the club's gear, telephone, flags, etc., and for general use. General Young, G.O.C. N.Z. Forces, visited the range during the year with the president and Captain Simmonds, and promised to consider the matter of a grant towards a shed. Two shutter targets were installed during this last season and have proved very satisfactory.: [835, 566, 959, 749]
paragraph: After the landing the Mayor welcomed the visitors, and Major Cowper, Mr Seabrook, and Mr Mason addressed the schoolchildren, the visitors afterwards adjourning for a conference with the Ohinemuri County Council, Paeroa Borough Council, and Paeroa Chamber of Commerce.: [437, 194, 563, 267]
ad-line: SURGEON DENTIST: [175, 58, 242, 67]
ad-text: Call at the "Gazette" Office and inspect our Illustrated Catalogue of Designs and Accessories: [7, 1046, 125, 1079]
ad-title: W. J. ELLIS: [28, 400, 104, 416]
ad-line: Bring your repairs to: [35, 984, 97, 993]
letter-signature: JOHN T. TAYLOR.: [633, 724, 692, 734]
ad-title: Up-to-date Garage.: [8, 169, 124, 185]
article-body: [969, 981, 1111, 1367]
ad-title: I never felt so hungry in my life: [5, 675, 124, 707]
column-4: AEROPLANES ARRIVE. • FLIGHT FROM AUCKLAND. FOUR MACHINES VISIT PAEROA. The four aeroplanes of the Auckland Aero Club, on a North Island flight, arrived on schedule time at Paeroa this morning. The pilots were Major G. A. Cowper, Captain L. Hewett, and Messrs J. C. Seabrook and I. C. Horton, and the passengers Messrs W. Marshall, Spencer Mason, L. W. Swann, and E. W. Wright. Captain Hewett's and Mr Horton's 'planes are privately-owned craft. After the landing the Mayor welcomed the visitors, and Major Cowper, Mr Seabrook, and Mr Mason addressed the schoolchildren, the visitors afterwards adjourning for a conference with the Ohinemuri County Council, Paeroa Borough Council, and Paeroa Chamber of Commerce. ENTERTAINMENTS. • DANCE AND EUCHRE. SUCCESS ASSURED. The Paeroa Rugby Union is holding its annual dance and euchre tournament in the Gaiety Theatre on Friday night. Nothing has been spared to make it an outstanding success. The floor is in excellent order, a well-known and popular orchestra has been engaged, and all arrangements have been concluded well ahead, so that no last-minute rushing will spoil the enjoyment. Novelty dances will be staged, and numerous splendid prizes await those who are winners in the euchre tournament. A suitcase will reward the winner of the men's section and a handsome flowered bowl the winner of the ladies' section. During the evening trophies will also be presented. To look after the interests of outside friends and dance enthusiasts, subsidised buses will run from Thames and Waihi. FOOTBALL. • POLAND CUP FINAL. WAIHI V. PIAKO, AT PAEROA. A most important and what promises to be a most thrilling match is to be played at the Domain on Saturday. Piako and Waihi, who at present tie for honours in the Frank Poland Memorial Cup competition with ten points each, will meet to decide the winner. Piako, who gave such a good exhibition in the Peace Cup match, are fielding their strongest team, as are Waihi, who have a fine record to their credit. It will undoubtedly be a match well worth travelling miles to see, and Paeroa is fortunate in having this great culminating match of the season staged here. ODDFELLOWS MATCH. A team representing the Paeroa Oddfellows will travel to Tuakau on Saturday to fulfil the engagement with Tuakau Oddfellows which has proved of such enjoyable interest in the past. The team, with any supporters who care to travel with them, will leave Paeroa at 8.30 on Saturday morning, returning to Paeroa on Sunday morning. They will be entertained by the Tuakau lodge, and a dance will be held there for them on Saturday night. The following will travel for the Paeroa Oddfellows :— Rowe, Vercoe, E. Moore, E. Potter, W. Wright, R. Swann, H. Moore, G. Wells, Tukukino, C. Williams, J. Williams, Alp, Craig, Dykes, Peke, Fox, Eskrigge, Nicholson, Murray, K. Slyfield, and T. Wilkinson. THE RAINFALL. • FIGURES FOR PAEROA. AVERAGE LOWER THAN IN 1928. Last month 2.55 inches of rainfall were recorded in Paeroa, being 2.54 inches less than in August, and 2.72 inches less than in July, of last year. The whole of the year so far has been drier with 39.26 inches than the corresponding period in 1928, when 49.70 inches were recorded. Rain last month fell on 14 days, with the 9th showing 1.07 inches, the worst day. From the 11th to the 14th, inclusive, there was no rain. The wettest week was the second in the month with 1.18 inches. The warmest day was the 3rd, with 56 degrees, five degrees less than the warmest day in August, and the coldest was the 17th, with 44 degrees. The prevailing wind came from the south-west, on 11 days altogether, the direction of the wind for the balance of the month being north on three days, north-east on one day, north-west on three days, south on two days, west on seven days, and east on one day. HAURAKI PLAINS FIGURES. The rainfall for the month of September as gauged at the office of the Lands Drainage Department, Kerepehi, totalled 2.52 inches, rain having been recorded on 10 days. In the matter of both rain and wet days, these figures are well below the average for September over the last 18 years. The total rainfall so far recorded this year amounts to 30.08 inches, which is 2.41 inches below the average for the similar periods in the previous 17 years. At a representative meeting of the N.Z. Flaxmillers' Association held at Foxton last week the view was taken that the proposed super land tax, if applied to flaxlands, will have disastrous effects upon the industry as at present carried on, and will also prevent flax plantations being established. Steps are being taken to bring the matter before the Government.: [434, 28, 567, 1548]
ad-title: KENNY AND SONS: [168, 192, 249, 203]
ad-photography: [139, 450, 278, 529]
ad-line: Agents for International Harvester Co. of N.Z. Ltd.: [6, 434, 126, 452]
timetable-row: *Mon. 14, 8 p.m. Wed. 16, 2 a.m.: [288, 485, 385, 494]
article-subhead: THAMES VALLEY POWER BOARD: [716, 66, 811, 85]
column-8: [966, 28, 1114, 1548]
indian-logo-icon: [174, 833, 244, 903]
ad-text: Call at the "Gazette" Office and inspect our Illustrated Catalogue of Designs, Pads, and accessories.: [145, 1065, 272, 1098]
ad-line: MANUFACTURERS: [34, 548, 98, 557]
ad-line: BRENAN AND CO. LTD.: [27, 227, 105, 236]
route-note: * Kaihere and Torehape Trips.: [314, 537, 401, 546]
ad-line: and we will give you prompt service: [13, 657, 119, 666]
article-body: [288, 671, 427, 1324]
paragraph: Rowe, Vercoe, E. Moore, E. Potter, W. Wright, R. Swann, H. Moore, G. Wells, Tukukino, C. Williams, J. Williams, Alp, Craig, Dykes, Peke, Fox, Eskrigge, Nicholson, Murray, K. Slyfield, and T. Wilkinson.: [437, 849, 563, 904]
ad-line: General Merchants: [20, 150, 112, 163]
ad-title: W. J. SIMPSON: [177, 111, 240, 122]
ad-title: McCormick - Deering: [25, 271, 107, 303]
issue-date: WEDNESDAY, OCTOBER 2, 1929.: [298, 630, 417, 640]
paragraph: A most important and what promises to be a most thrilling match is to be played at the Domain on Saturday. Piako and Waihi, who at present tie for honours in the Frank Poland Memorial Cup competition with ten points each, will meet to decide the winner. Piako, who gave such a good exhibition in the Peace Cup match, are fielding their strongest team, as are Waihi, who have a fine record to their credit. It will undoubtedly be a match well worth travelling miles to see, and Paeroa is fortunate in having this great culminating match of the season staged here.: [437, 578, 563, 715]
paragraph: So far there has been little movement in cricket circles on the Hauraki Plains, and as yet only two clubs have had their annual general meetings. It has been rumoured that a club was to be formed in Kerepehi, but this is without foundation at present, as the enthusiasts realise that there are insufficient players available for a club to maintain a full team throughout the season. As in previous years, the Kerepehi players hope to join the Ngatea club.: [288, 1223, 427, 1324]
column-header: Business Notices.: [3, 28, 129, 40]
agent-name: J. W. SILCOCK,: [378, 546, 427, 555]
ad-brenan: [3, 43, 129, 268]
paragraph: Members of the Paeroa Defence Rifle Club will have plenty to interest them to-night in the local Drill Hall in shooting for a trophy donated by Messrs Brenan and Co., Ltd.: [288, 961, 427, 1007]
ad-line: Ball-bearing: [28, 303, 104, 319]
paragraph: In Paeroa during September there were four births, two deaths, and four marriages, as against five, 1 and 6 respectively, the same month last year.: [288, 671, 427, 708]
ad-line: Motor Cycles.: [166, 927, 251, 943]
ad-mccormick: [3, 268, 129, 457]
ad-title: NYAL CREOPHOS: [141, 615, 276, 628]
route-fare: Single fare 7/6, return fare 12/6: [312, 203, 403, 212]
paragraph: Mr Edwards, speaking on the question of president, said that as he was not an active shooting member of the club he thought it would be better to have as a president an active rifleman. He therefore had great pleasure in proposing Captain Hubbard, as Captain Simmonds was unable to take office.: [969, 253, 1111, 317]
ad-line: Saturdays : All day and evenings.: [160, 157, 257, 166]
ad-line: Head Office 7: [45, 253, 87, 262]
paragraph: Mr Allen explained that he had no personal grievance against any of the staff. They had always been courteous and civil to him. The non-answered letter was the only thing which had given him cause for complaint.: [702, 922, 825, 978]
timetable-row: Sat. 12, 7.30 p.m. Sat. 12, 2 p.m.: [288, 268, 383, 277]
article-headline: METHODS CRITICISED.: [727, 28, 800, 53]
article-subhead: New Members.: [1014, 969, 1066, 979]
paragraph: Upon the receiving of the report Mr Edwards said that the position was most gratifying. The success was due in no small measure to the club's captain and the vice-president, Captains H. Simmonds and F. C. Hubbard, the secretary, Mr A. A. Jenkinson, and the executive. Members had entered enthusiastically into competitions, and the success attained during last season gave promise of being continued in the coming year. The Minister of Defence had fully justified its existence, and it was hoped that some of its members would soon be shooting with the seniors. He congratulated, on behalf of the club, all the trophy winners, and in conclusion stated that the financial position was most satisfactory.: [969, 84, 1111, 240]
article-subhead: Opening Shoot.: [1013, 767, 1067, 777]
article-subhead: Annual Report.: [870, 128, 924, 138]
ad-line: The Latest in: [40, 916, 92, 927]
ad-line: From £7 15s to £15 15s.: [173, 986, 244, 995]
ad-line: FOR ONE COW OR A HUNDRED.: [13, 369, 119, 378]
article-body: [702, 1456, 825, 1556]
article-headline: BUSINESS ROMANCE.: [600, 933, 665, 959]
paragraph: Mr J. Allen, the Morrinsville representative on the board, raised some pertinent questions in the interests of the board. He prefaced his remarks by saying it was usual that a body such as the Power Board should have a lot of criticism from various sources, criticism that was so usual that it was better ignored. But he had visited the board and experienced some things that could not be dismissed as groundless. It appeared that there was some fault in the organisation or system of the board. It was not doing as much as it should do to increase loads of the peak load, and was not giving the necessary amount of service to the consumers.: [702, 164, 825, 320]
timetable-row: Thurs. 10, 2 p.m. Wed. 9, 10 p.m.: [288, 368, 385, 377]
ad-line: Carriage Builders: [23, 80, 109, 93]
timetable-row: Tues. 22, midnight Wed. 23, 9 p.m.: [288, 160, 390, 169]
timetable-row: Thurs. 17, 8.30 p.m. Wed. 16, 4 p.m.: [288, 377, 394, 386]
paragraph: The picture tells the story of a dowdy secretary who woke up to the fact that beauty was more desirable than brains.: [573, 885, 692, 923]
article-body: [437, 327, 563, 518]
article-body: [437, 90, 563, 267]
gazette-line: THE OHINEMURI GAZETTE.: [306, 596, 409, 606]
route-head: Leaves Auckland Leaves Paeroa: [288, 351, 382, 359]
paragraph: Edison, the world-famed inventor, won't allow his staff to smoke cigarettes in his workshop and laboratories, although he does not object to pipes. Perhaps it is his personal preference for the pipe that accounts for this. A pipe is certainly a great help when the mind is engaged in trying to solve some tough problem. There is something peculiarly soothing (and yet mentally stimulating) in a pipe that other forms of smoking fail to give. But the tobacco must be carefully selected. Brands rich in nicotine will do more harm than good. The best tobaccos for brain workers (and manual workers, too) are our beautiful New Zealand goods, the product of the National Tobacco Co., Ltd. (pioneers of the N.Z. tobacco industry). Almost free from nicotine, they may be smoked unsparingly—they won't harm anybody. They owe their wonderful purity to being toasted (and no other tobaccos are). Hence, also, their exquisite flavour and aroma. Special favourites : "Riverhead Gold" (aromatic), "Cavendish" (appetising mixture), Navy Cut No. 3" (another fine medium), and "Cut Plug No. 10" (the old smoker's choice). Safe smoking because all toasted.*: [969, 1121, 1111, 1368]
ad-title: J. T. WRIGHT: [21, 993, 111, 1009]
timetable-row: Thurs. 31, 8 p.m. Fri. 1, 4.30 p.m.: [288, 529, 386, 538]
route-fare: Single fare 7/6, return fare 12/6: [312, 420, 403, 429]
route-head: Leaves Auckland Leaves Ngatea: [288, 442, 382, 451]
ad-line: LEMON AND PAEROA.: [28, 597, 104, 606]
ad-line: ENGLISH PUSH CYCLES: [168, 977, 249, 986]
ad-talboys: [139, 43, 278, 107]
route-title: TURUA, KOPU, AUCKLAND.: [309, 342, 406, 351]
paragraph: "Finance.—The financial position of the club is sound, the credit balance as shown in the balance-sheet being £14 18s 11d, with assets in all totalling £58 12s 3d and liabilities nil. This is very gratifying, especially when the year's expenditure totalled £76 12s. It was found necessary to purchase two new rifles for the miniature shooting. The formation of the Miniature Club entailed a considerable amount of expense, and although the expenses for the first year are above the receipts, it is anticipated to show a good credit balance at the end of next season.: [835, 952, 959, 1090]
paragraph: Patron, Major A. M. Samuel, M.P. ; vice-patron, Lieut.-Colonel E. W. Porritt ; president, Captain F. C. Hubbard ; deputy-president, Mr R. I. Wells ; vice-presidents, Lieut. C. Bassett, V.C., Major E. Edwards, Lieutenant V. J. Innes, Dr. W. W. Little, Messrs F. E. Flatt, J. Brenan, W. Marshall, C. N. O'Neill, A. E. Surrey, D. Leach, P. Williams ; honorary secretary, Mr A. A. Jenkinson ; honorary auditor, Mr W. D. Nicholas ; handicap committee and selectors, Captains F. C. Hubbard and H. Simmonds and Mr R. I. Wells ; range officer, Captain Simmonds ; assistant range officer, Mr R. I. Wells ; executive committee, Messrs A. Coxhead, P. R. Hubbard, L. Harris, W. A. Reid, R. I. Roberts, A. Simmonds, and E. Turton.: [969, 443, 1111, 607]
